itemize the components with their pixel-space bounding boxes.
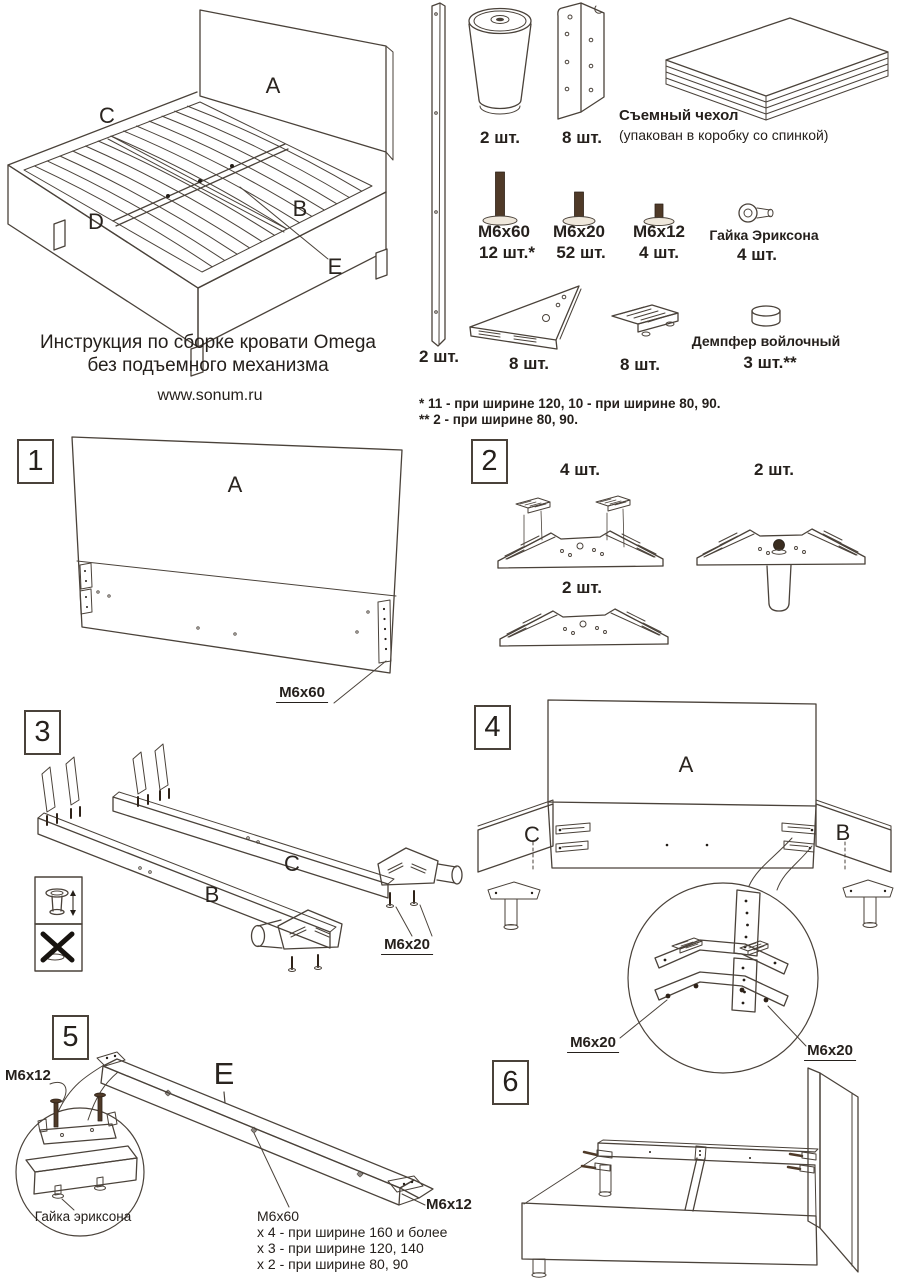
step4-label-b: B	[835, 820, 851, 845]
footnote-2: ** 2 - при ширине 80, 90.	[419, 412, 579, 427]
title-line1: Инструкция по сборке кровати Omega	[40, 332, 376, 353]
bolt-m6x20-qty: 52 шт.	[556, 243, 606, 262]
step3-callout-m6x20: M6x20	[381, 936, 433, 955]
part-side-slat-drawing	[432, 3, 445, 346]
bolt-m6x12-name: M6x12	[633, 222, 685, 241]
m6x20-leaders	[396, 905, 432, 936]
step4-number: 4	[474, 705, 511, 750]
step5-note-line1: х 4 - при ширине 160 и более	[257, 1224, 448, 1240]
label-e-tick	[224, 1092, 225, 1103]
step2-qty-leg-plates: 2 шт.	[754, 460, 794, 479]
label-e-leader	[240, 187, 328, 259]
step4-label-a: A	[678, 752, 694, 777]
step5-note-title: M6x60	[257, 1208, 300, 1224]
bed-label-a: A	[265, 73, 281, 98]
adjustable-glide-icon	[46, 889, 76, 916]
bed-overview-drawing	[8, 10, 393, 376]
step4-label-c: C	[524, 822, 540, 847]
bolt-m6x20-name: M6x20	[553, 222, 605, 241]
bed-label-b: B	[292, 196, 308, 221]
cover-name: Съемный чехол	[619, 107, 739, 124]
slat-qty: 2 шт.	[419, 347, 459, 366]
bolt-m6x60-name: M6x60	[478, 222, 530, 241]
part-bolt-m6x20-drawing	[563, 192, 595, 226]
step5-label-e: E	[213, 1056, 235, 1091]
felt-damper-qty: 3 шт.**	[743, 353, 797, 372]
step3-number: 3	[24, 710, 61, 755]
step2-number: 2	[471, 439, 508, 484]
step4-callout-m6x20-left: M6x20	[567, 1034, 619, 1053]
part-erikson-nut-drawing	[739, 204, 773, 222]
do-not-icon	[43, 934, 72, 960]
step4-callout-m6x20-right: M6x20	[804, 1042, 856, 1061]
step5-note-line2: х 3 - при ширине 120, 140	[257, 1240, 424, 1256]
title-line2: без подъемного механизма	[87, 355, 329, 376]
step5-callout-m6x12-left: M6x12	[5, 1067, 51, 1084]
cover-note: (упакован в коробку со спинкой)	[619, 127, 829, 143]
part-corner-plate-drawing	[470, 286, 581, 349]
m6x60-leader	[334, 661, 386, 703]
step1-number: 1	[17, 439, 54, 484]
bolt-m6x12-qty: 4 шт.	[639, 243, 679, 262]
part-slat-holder-drawing	[612, 305, 678, 336]
bed-label-e: E	[327, 254, 343, 279]
step5-callout-m6x12-right: M6x12	[426, 1196, 472, 1213]
erikson-nut-qty: 4 шт.	[737, 245, 777, 264]
step5-note-line3: х 2 - при ширине 80, 90	[257, 1256, 409, 1272]
bed-label-d: D	[88, 209, 104, 234]
felt-damper-name: Демпфер войлочный	[691, 333, 841, 349]
bolt-m6x60-qty: 12 шт.*	[479, 243, 535, 262]
step2-qty-dampers: 4 шт.	[560, 460, 600, 479]
footnote-1: * 11 - при ширине 120, 10 - при ширине 80, 90.	[419, 396, 721, 411]
website: www.sonum.ru	[157, 387, 263, 404]
step6-drawing	[522, 1068, 858, 1277]
step5-nut-label: Гайка эриксона	[34, 1209, 132, 1224]
step1-callout-m6x60: M6x60	[276, 684, 328, 703]
bed-label-c: C	[99, 103, 115, 128]
step2-qty-plain-plates: 2 шт.	[562, 578, 602, 597]
step2-drawing	[498, 496, 865, 646]
part-felt-damper-drawing	[752, 306, 780, 326]
m6x60-note-leader	[254, 1133, 289, 1207]
slat-holder-qty: 8 шт.	[620, 355, 660, 374]
step6-number: 6	[492, 1060, 529, 1105]
part-leg-drawing	[469, 9, 531, 115]
corner-plate-qty: 8 шт.	[509, 354, 549, 373]
part-bolt-m6x60-drawing	[483, 172, 517, 225]
m6x20-leaders-step4	[620, 1000, 806, 1046]
step3-label-b: B	[204, 882, 220, 907]
erikson-nut-name: Гайка Эриксона	[709, 227, 819, 243]
step1-label-a: A	[227, 472, 243, 497]
step3-label-c: C	[284, 851, 300, 876]
part-cover-drawing	[666, 18, 888, 120]
part-angle-bracket-drawing	[558, 3, 604, 119]
step5-number: 5	[52, 1015, 89, 1060]
leg-qty: 2 шт.	[480, 128, 520, 147]
angle-bracket-qty: 8 шт.	[562, 128, 602, 147]
